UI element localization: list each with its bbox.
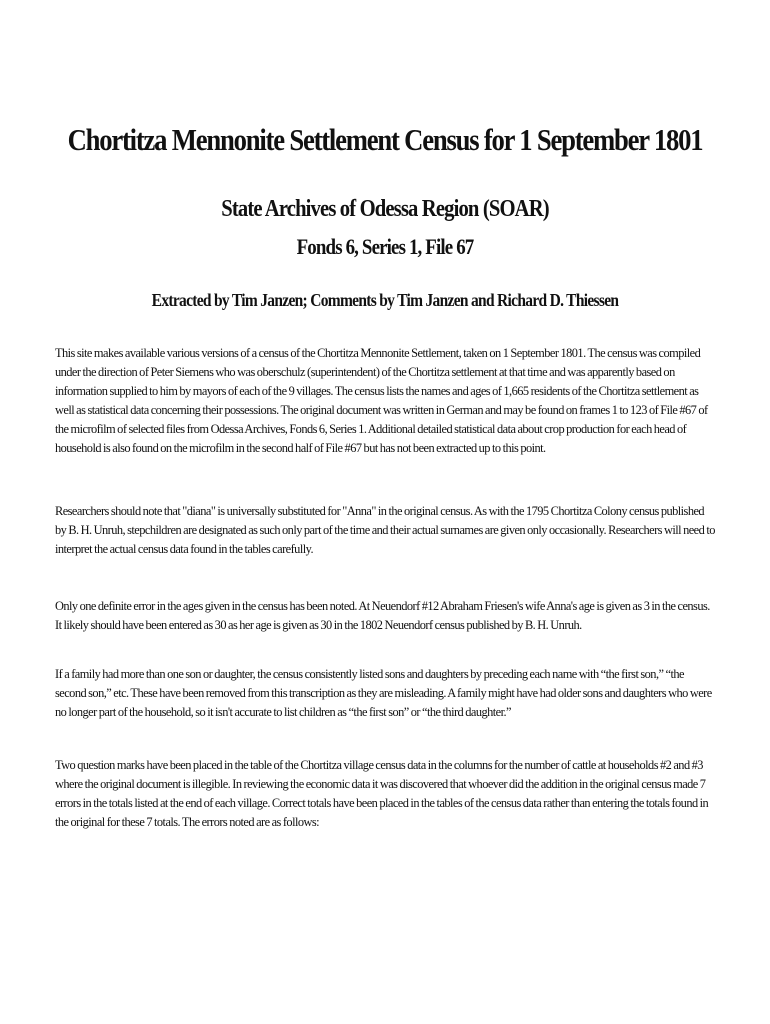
- fonds-reference: Fonds 6, Series 1, File 67: [296, 234, 474, 259]
- paragraph-age-error: Only one definite error in the ages given in the census has been noted. At Neuendorf #12 Abraham Friesen's wife Anna's age is given as 3 in the census. It likely should have been entered as 30 as her age is given as 30 in the 1802 Neuendorf census published by B. H. Unruh.: [55, 599, 710, 632]
- page-title: Chortitza Mennonite Settlement Census for 1 September 1801: [67, 122, 703, 157]
- paragraph-sons-daughters: If a family had more than one son or daughter, the census consistently listed sons and daughters by preceding each name with “the first son,” “the second son,” etc. These have been removed from this transcription as they are misleading. A family might have had older sons and daughters who were no longer part of the household, so it isn't accurate to list children as “the first son” or “the third daughter.”: [55, 667, 712, 719]
- paragraph-question-marks: Two question marks have been placed in the table of the Chortitza village census data in the columns for the number of cattle at households #2 and #3 where the original document is illegible. In reviewing the economic data it was discovered that whoever did the addition in the original census made 7 errors in the totals listed at the end of each village. Correct totals have been placed in the tables of the census data rather than entering the totals found in the original for these 7 totals. The errors noted are as follows:: [55, 758, 709, 829]
- paragraph-intro: This site makes available various versions of a census of the Chortitza Mennonite Settlement, taken on 1 September 1801. The census was compiled under the direction of Peter Siemens who was oberschulz (superintendent) of the Chortitza settlement at that time and was apparently based on information supplied to him by mayors of each of the 9 villages. The census lists the names and ages of 1,665 residents of the Chortitza settlement as well as statistical data concerning their possessions. The original document was written in German and may be found on frames 1 to 123 of File #67 of the microfilm of selected files from Odessa Archives, Fonds 6, Series 1. Additional detailed statistical data about crop production for each head of household is also found on the microfilm in the second half of File #67 but has not been extracted up to this point.: [55, 346, 708, 455]
- paragraph-researchers-note: Researchers should note that "diana" is universally substituted for "Anna" in the original census. As with the 1795 Chortitza Colony census published by B. H. Unruh, stepchildren are designated as such only part of the time and their actual surnames are given only occasionally. Researchers will need to interpret the actual census data found in the tables carefully.: [55, 504, 715, 556]
- byline: Extracted by Tim Janzen; Comments by Tim Janzen and Richard D. Thiessen: [151, 290, 619, 310]
- archive-subtitle: State Archives of Odessa Region (SOAR): [221, 196, 549, 222]
